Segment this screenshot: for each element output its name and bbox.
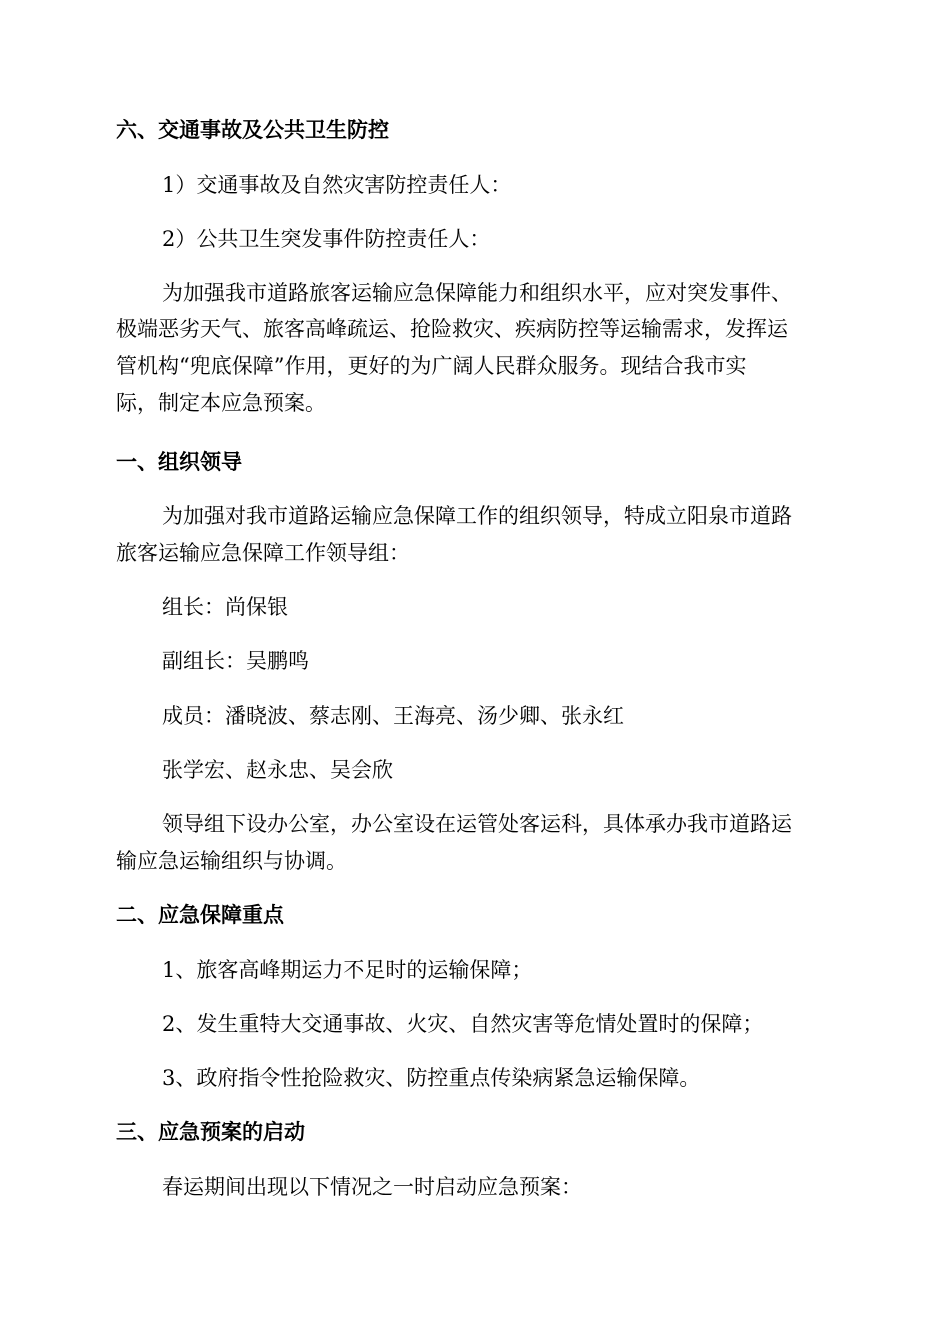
team-members-continued: 张学宏、赵永忠、吴会欣 xyxy=(162,758,393,782)
intro-paragraph-line: 际，制定本应急预案。 xyxy=(116,391,326,415)
section-heading-prevention: 六、交通事故及公共卫生防控 xyxy=(116,118,389,142)
section-heading-activation: 三、应急预案的启动 xyxy=(116,1120,305,1144)
priority-item: 3、政府指令性抢险救灾、防控重点传染病紧急运输保障。 xyxy=(162,1066,701,1090)
section-heading-leadership: 一、组织领导 xyxy=(116,450,242,474)
intro-paragraph-line: 极端恶劣天气、旅客高峰疏运、抢险救灾、疾病防控等运输需求，发挥运 xyxy=(116,317,788,341)
leadership-paragraph-line: 为加强对我市道路运输应急保障工作的组织领导，特成立阳泉市道路 xyxy=(162,504,792,528)
intro-paragraph-line: 管机构“兜底保障”作用，更好的为广阔人民群众服务。现结合我市实 xyxy=(116,354,747,378)
activation-intro: 春运期间出现以下情况之一时启动应急预案： xyxy=(162,1175,582,1199)
office-paragraph-line: 输应急运输组织与协调。 xyxy=(116,849,347,873)
leadership-paragraph-line: 旅客运输应急保障工作领导组： xyxy=(116,541,410,565)
deputy-team-leader: 副组长：吴鹏鸣 xyxy=(162,649,309,673)
list-item-health-responsible: 2）公共卫生突发事件防控责任人： xyxy=(162,227,491,251)
list-item-traffic-responsible: 1）交通事故及自然灾害防控责任人： xyxy=(162,173,512,197)
section-heading-priorities: 二、应急保障重点 xyxy=(116,903,284,927)
team-members: 成员：潘晓波、蔡志刚、王海亮、汤少卿、张永红 xyxy=(162,704,624,728)
intro-paragraph-line: 为加强我市道路旅客运输应急保障能力和组织水平，应对突发事件、 xyxy=(162,281,792,305)
priority-item: 2、发生重特大交通事故、火灾、自然灾害等危情处置时的保障； xyxy=(162,1012,764,1036)
priority-item: 1、旅客高峰期运力不足时的运输保障； xyxy=(162,958,533,982)
team-leader: 组长：尚保银 xyxy=(162,595,288,619)
office-paragraph-line: 领导组下设办公室，办公室设在运管处客运科，具体承办我市道路运 xyxy=(162,812,792,836)
